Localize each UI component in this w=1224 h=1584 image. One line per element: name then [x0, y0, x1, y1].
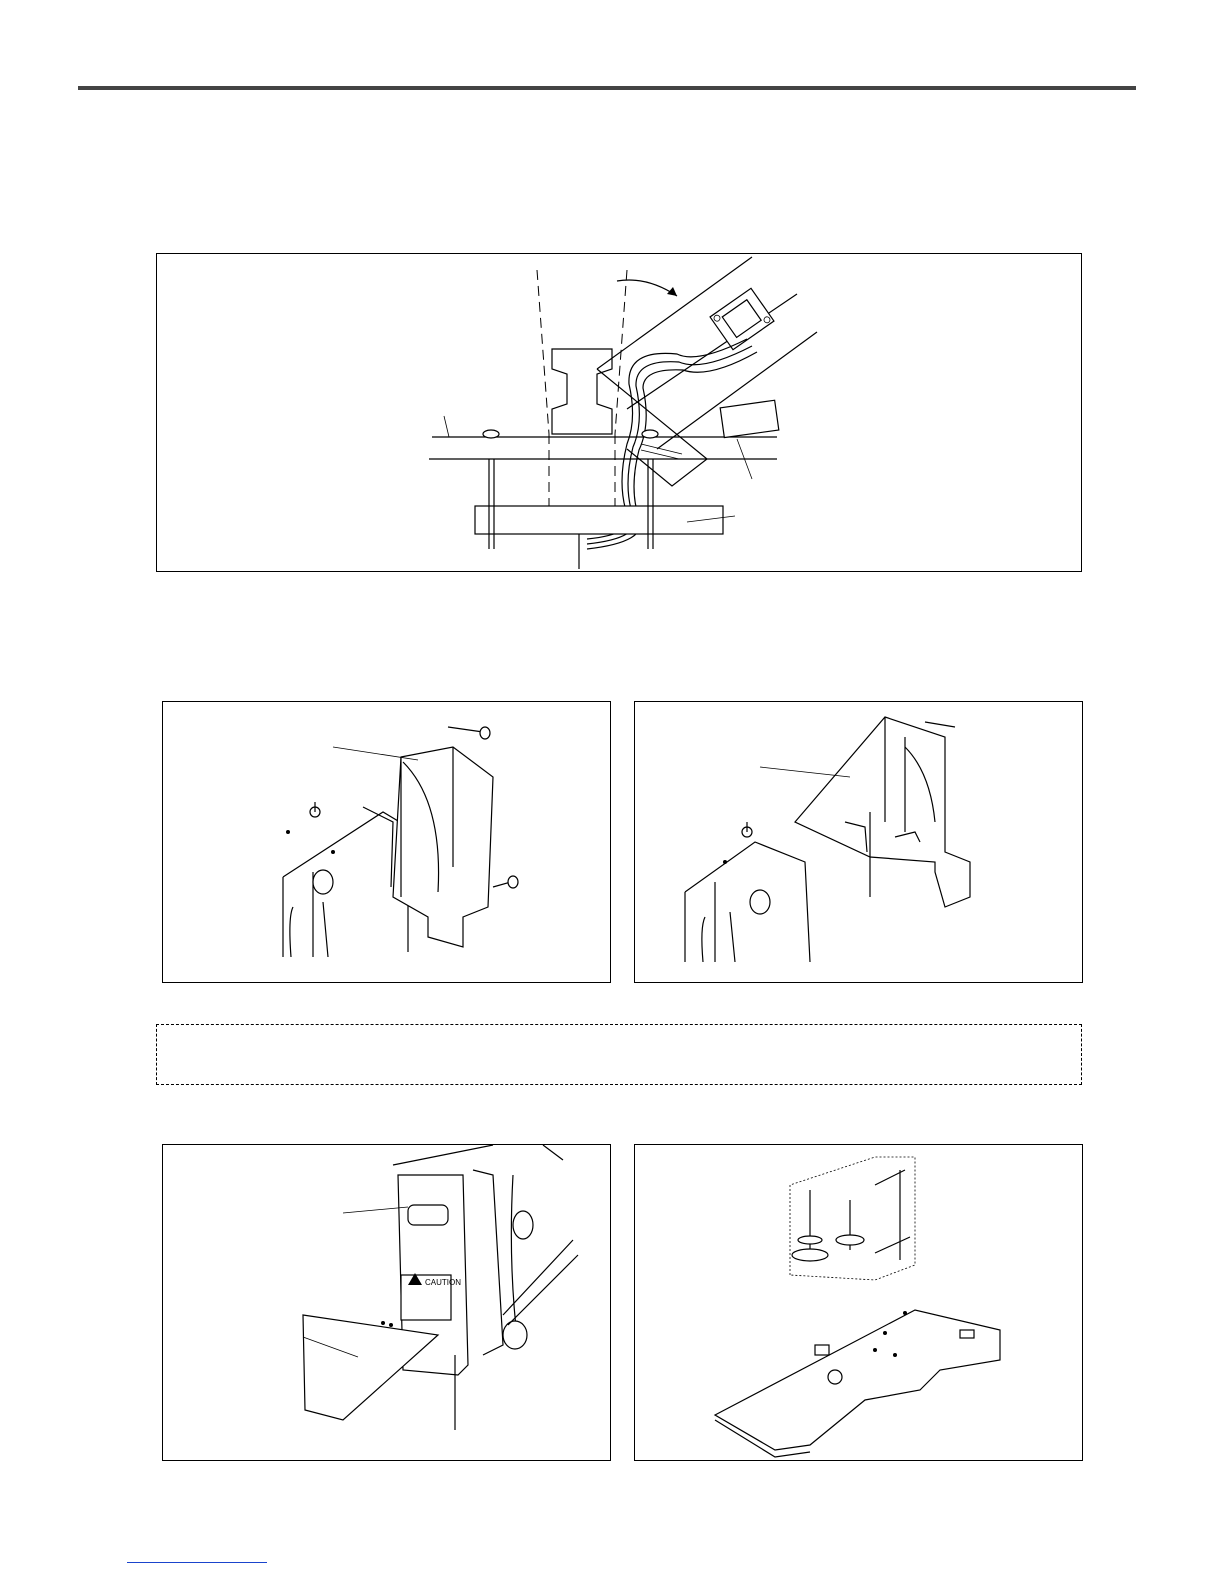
base-plate-illustration [635, 1145, 1084, 1462]
figure-wiring-diagram [156, 253, 1082, 572]
figure-belt-cover-b [634, 701, 1083, 983]
wiring-illustration [157, 254, 1083, 573]
belt-cover-illustration-a [163, 702, 612, 984]
figure-belt-cover-a [162, 701, 611, 983]
note-box [156, 1024, 1082, 1085]
header-rule [78, 86, 1136, 90]
figure-base-plate [634, 1144, 1083, 1461]
face-plate-illustration [163, 1145, 612, 1462]
belt-cover-illustration-b [635, 702, 1084, 984]
figure-face-plate [162, 1144, 611, 1461]
footer-link[interactable] [127, 1562, 267, 1563]
caution-text: CAUTION [425, 1278, 461, 1287]
